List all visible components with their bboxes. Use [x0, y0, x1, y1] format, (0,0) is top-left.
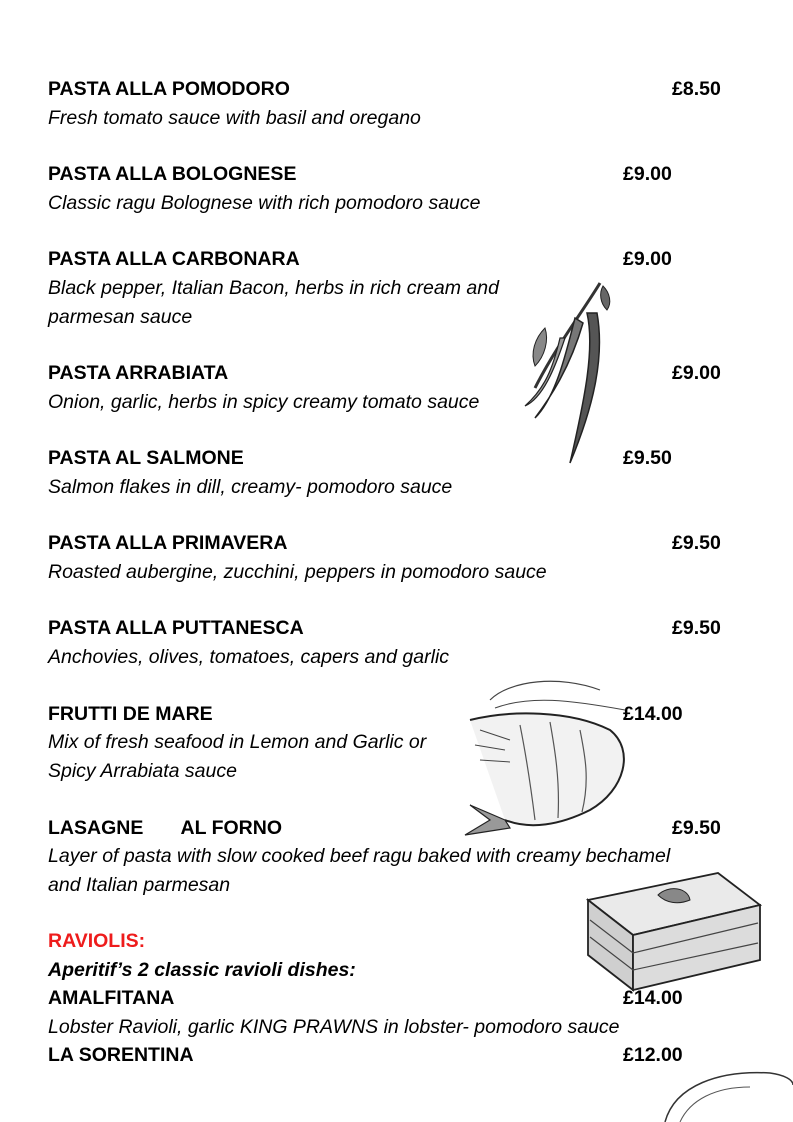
item-name: PASTA ALLA PUTTANESCA — [48, 617, 304, 639]
item-description: Classic ragu Bolognese with rich pomodoro sauce — [48, 192, 481, 214]
item-price: £9.50 — [672, 817, 721, 839]
item-name: FRUTTI DE MARE — [48, 703, 213, 725]
item-description: Roasted aubergine, zucchini, peppers in pomodoro sauce — [48, 561, 547, 583]
item-name: PASTA ALLA POMODORO — [48, 78, 290, 100]
prawn-illustration — [450, 670, 635, 840]
item-price: £9.00 — [623, 163, 672, 185]
item-description: Salmon flakes in dill, creamy- pomodoro sauce — [48, 476, 453, 498]
item-price: £9.50 — [623, 447, 672, 469]
item-price: £9.50 — [672, 617, 721, 639]
chili-peppers-illustration — [515, 278, 625, 468]
item-price: £9.00 — [672, 362, 721, 384]
item-description: Mix of fresh seafood in Lemon and Garlic or — [48, 731, 427, 753]
lasagne-illustration — [578, 865, 768, 1005]
section-subheading: Aperitif’s 2 classic ravioli dishes: — [48, 959, 356, 981]
item-description: Onion, garlic, herbs in spicy creamy tomato sauce — [48, 391, 480, 413]
item-name: AMALFITANA — [48, 987, 175, 1009]
item-price: £12.00 — [623, 1044, 683, 1066]
item-description: Anchovies, olives, tomatoes, capers and garlic — [48, 646, 450, 668]
item-price: £9.00 — [623, 248, 672, 270]
item-name: PASTA ARRABIATA — [48, 362, 229, 384]
item-price: £9.50 — [672, 532, 721, 554]
item-price: £8.50 — [672, 78, 721, 100]
item-price: £14.00 — [623, 987, 683, 1009]
item-description: parmesan sauce — [48, 306, 193, 328]
item-description: and Italian parmesan — [48, 874, 231, 896]
item-name: PASTA ALLA CARBONARA — [48, 248, 300, 270]
item-name: LA SORENTINA — [48, 1044, 194, 1066]
section-heading: RAVIOLIS: — [48, 930, 146, 952]
item-name: PASTA AL SALMONE — [48, 447, 244, 469]
item-name: LASAGNE AL FORNO — [48, 817, 283, 839]
item-price: £14.00 — [623, 703, 683, 725]
item-description: Black pepper, Italian Bacon, herbs in rich cream and — [48, 277, 499, 299]
item-description: Lobster Ravioli, garlic KING PRAWNS in lobster- pomodoro sauce — [48, 1016, 620, 1038]
item-name: PASTA ALLA PRIMAVERA — [48, 532, 288, 554]
item-name: PASTA ALLA BOLOGNESE — [48, 163, 297, 185]
ravioli-illustration — [660, 1065, 793, 1122]
item-description: Layer of pasta with slow cooked beef ragu baked with creamy bechamel — [48, 845, 671, 867]
item-description: Spicy Arrabiata sauce — [48, 760, 237, 782]
item-description: Fresh tomato sauce with basil and oregano — [48, 107, 421, 129]
